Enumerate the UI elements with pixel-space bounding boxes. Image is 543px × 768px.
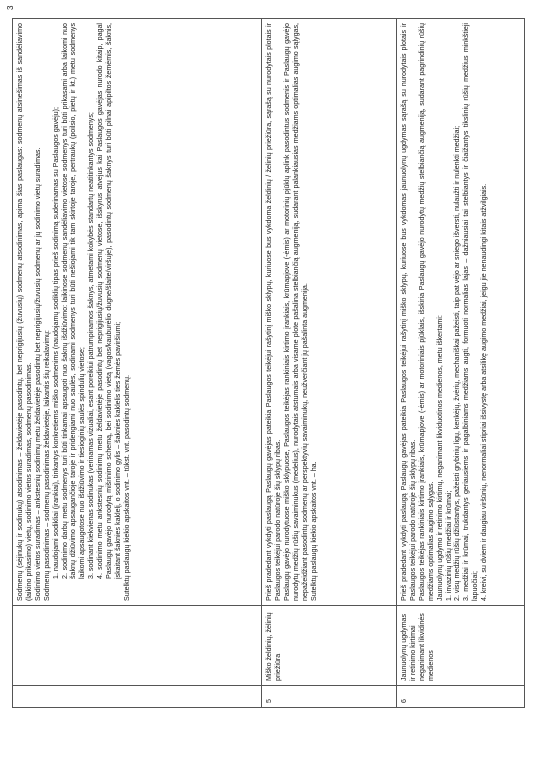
description-line: 1. invazinių rūšių medžiai ir krūmai; bbox=[444, 490, 453, 601]
table-row bbox=[396, 18, 525, 708]
description-line: Sutelktų paslaugų kiekio apskaitos vnt. – ha. bbox=[309, 461, 318, 601]
description-line: Sodinimo vietos suradimas – ankstesnių sodinimų metu želdavietėje pasodintų bet neprigijusių/žuvusių sodmenų ar jų sodinimo vietų suradimas. bbox=[33, 147, 42, 601]
service-name bbox=[13, 605, 261, 685]
service-name: Jaunuolynų ugdymas ir retinimo kirtimai neganimant likvidinės medienos bbox=[397, 605, 524, 685]
description-line: 2. sodinimo darbų metu sodmenys turi būti tinkamai apsaugoti nuo šaknų išdžiūvimo: laikinose sodmenų sandėliavimo vietose sodmenys turi būti prikasami arba laikomi nuo šaknų džiūvimo apsaugančioje taroje ir pridengiami nuo saulės, sodinami sodmenys turi būti nešiojami tik tam skirtoje taroje, pertraukų (poilsio, pietų ir kt.) metu sodmenys laikomi apsaugotose nuo išdžiūvimo ir tiesioginių saulės spindulių vietose; bbox=[60, 23, 87, 579]
row-number: 5 bbox=[262, 685, 396, 707]
description-line: 4. sodinimo metu ankstesnių sodinimų metu želdavietėje pasodintų bet neprigijusių/žuvusių sodmenų vietose, išskyrus atvejus kai Paslaugos gavėjas nurodo kitaip, pagal Paslaugų gavėjo nurodytą mišrinimo schemą, bei sodinimo vietą (vagos/kauburėlio dugne/šlaite/viršuje), pasodintų sodmenų šaknys turi būti pilnai apipiltos žemėmis, šaknis, įskaitant šaknies kaklelį, o sodinimo gylis – šaknies kaklelis ties žemės paviršiumi; bbox=[96, 23, 122, 579]
description-line: Paslaugos teikėjas rankiniais kirtimo įrankiais, krūmapjove (-ėmis) ar motoriniais pjūklais, išskiria Paslaugų gavėjo nurodytų medžių stelbiančią augmeniją, sudarant pagrindinių rūšių medžiams optimalias augimo sąlygas. bbox=[417, 23, 435, 601]
services-table bbox=[12, 18, 525, 708]
description-line: Prieš pradedant vykdyti paslaugą Paslaugų gavėjas pateikia Paslaugos teikėjui rašytinį miško sklypų, kuriuose bus vykdomas jaunuolynų ugdymas sąrašą su nurodytais plotais ir Paslaugos teikėjui parodo natūroje šių sklypų ribas. bbox=[400, 23, 417, 601]
service-description bbox=[262, 19, 396, 605]
description-line: 3. medžiai ir krūmai, trukdantys geriausiems ir pagalbiniams medžiams augti, formuoti normalias lajas – dažniausiai tai stelbiantys ir čiaižantys tikslinių rūšių medžius minkštieji lapuočiai; bbox=[462, 23, 480, 601]
description-line: Sutelktų paslaugų kiekio apskaitos vnt. – tūkst. vnt. pasodintų sodmenų. bbox=[122, 375, 131, 601]
table-row bbox=[12, 18, 262, 708]
description-line: 1. naudojami sodikliai (įrankiai), tinkantys konkretiems miško sodmenims (naudojamų sodiklių tipas prieš sodinimą suderinamas su Paslaugos gavėju); bbox=[51, 107, 60, 579]
service-description bbox=[13, 19, 261, 605]
row-number bbox=[13, 685, 261, 707]
description-line: 4. kreivi, su dviem ir daugiau viršūnių, nenormaliai stipriai išsivystę arba atsilikę augimo medžiai, jeigu jie nenaudingi kitais atžvilgiais. bbox=[480, 183, 489, 601]
service-description bbox=[397, 19, 524, 605]
description-line: Sodmenų (sėjinukų ir sodinukų) atsodinimas – želdavietėje pasodintų, bet neprigijusių (žuvusių) sodmenų atsodinimas, apima šias paslaugas: sodmenų atsinešimas iš sandėliavimo (laikino prikasimo) vietų, sodinimo vietos suradimas, sodmenų pasodinimas. bbox=[16, 23, 33, 601]
row-number: 6 bbox=[397, 685, 524, 707]
page-number: 3 bbox=[6, 5, 15, 10]
description-line: Sodmenų pasodinimas – sodmenų pasodinimas želdavietėje, laikantis šių reikalavimų: bbox=[42, 330, 51, 601]
description-line: Jaunuolynų ugdymo ir retinimo kirtimų, neganimant likviduotinos medienos, metu iškertami: bbox=[435, 315, 444, 601]
description-line: 3. sodinant kiekvienas sodinukas (verinamas vizualiai, esant poreikiui patrumpinamos šaknys, atmetami kokybės standartų neatitinkantys sodmenys; bbox=[87, 112, 96, 579]
description-line: Prieš pradedant vykdyti paslaugą Paslaugų gavėjas pateikia Paslaugos teikėjui rašytinį miško sklypų, kuriuose bus vykdoma želdinių / želinių priežiūra, sąrašą su nurodytais plotais ir Paslaugos teikėjui parodo natūroje šių sklypų ribas. bbox=[265, 23, 282, 601]
description-line: 2. visų medžių rūšių džiūstantys, pažeisti grybinių ligų, kenkėjų, žvėrių, mechaniškai pažeisti, taip pat vėjo ar sniego išversti, nulaužti ir nulenkti medžiai; bbox=[453, 125, 462, 601]
service-name: Miško želdinių, žėlinių priežiūra bbox=[262, 605, 396, 685]
table-row bbox=[261, 18, 397, 708]
description-line: Paslaugų gavėjo nurodytuose miško sklypuose, Paslaugos teikėjas rankiniais kirtimo įrankiais, krūmapjove (-ėmis) ar motorinių pjūklų aplink pasodintus sodmenis ir Paslaugų gavėjo nurodytų medžių rūšių savaiminukus (medelius), nurodytais atstumais arba visame plote pašalina stelbiančią augmeniją, sudarant palankiausias medžiams optimalias augimo sąlygas, nepažeidžiant pasodintų sodmenų ar perspektyvių savaiminukų, neužverčiant jų pašalinta augmenija. bbox=[282, 23, 309, 601]
